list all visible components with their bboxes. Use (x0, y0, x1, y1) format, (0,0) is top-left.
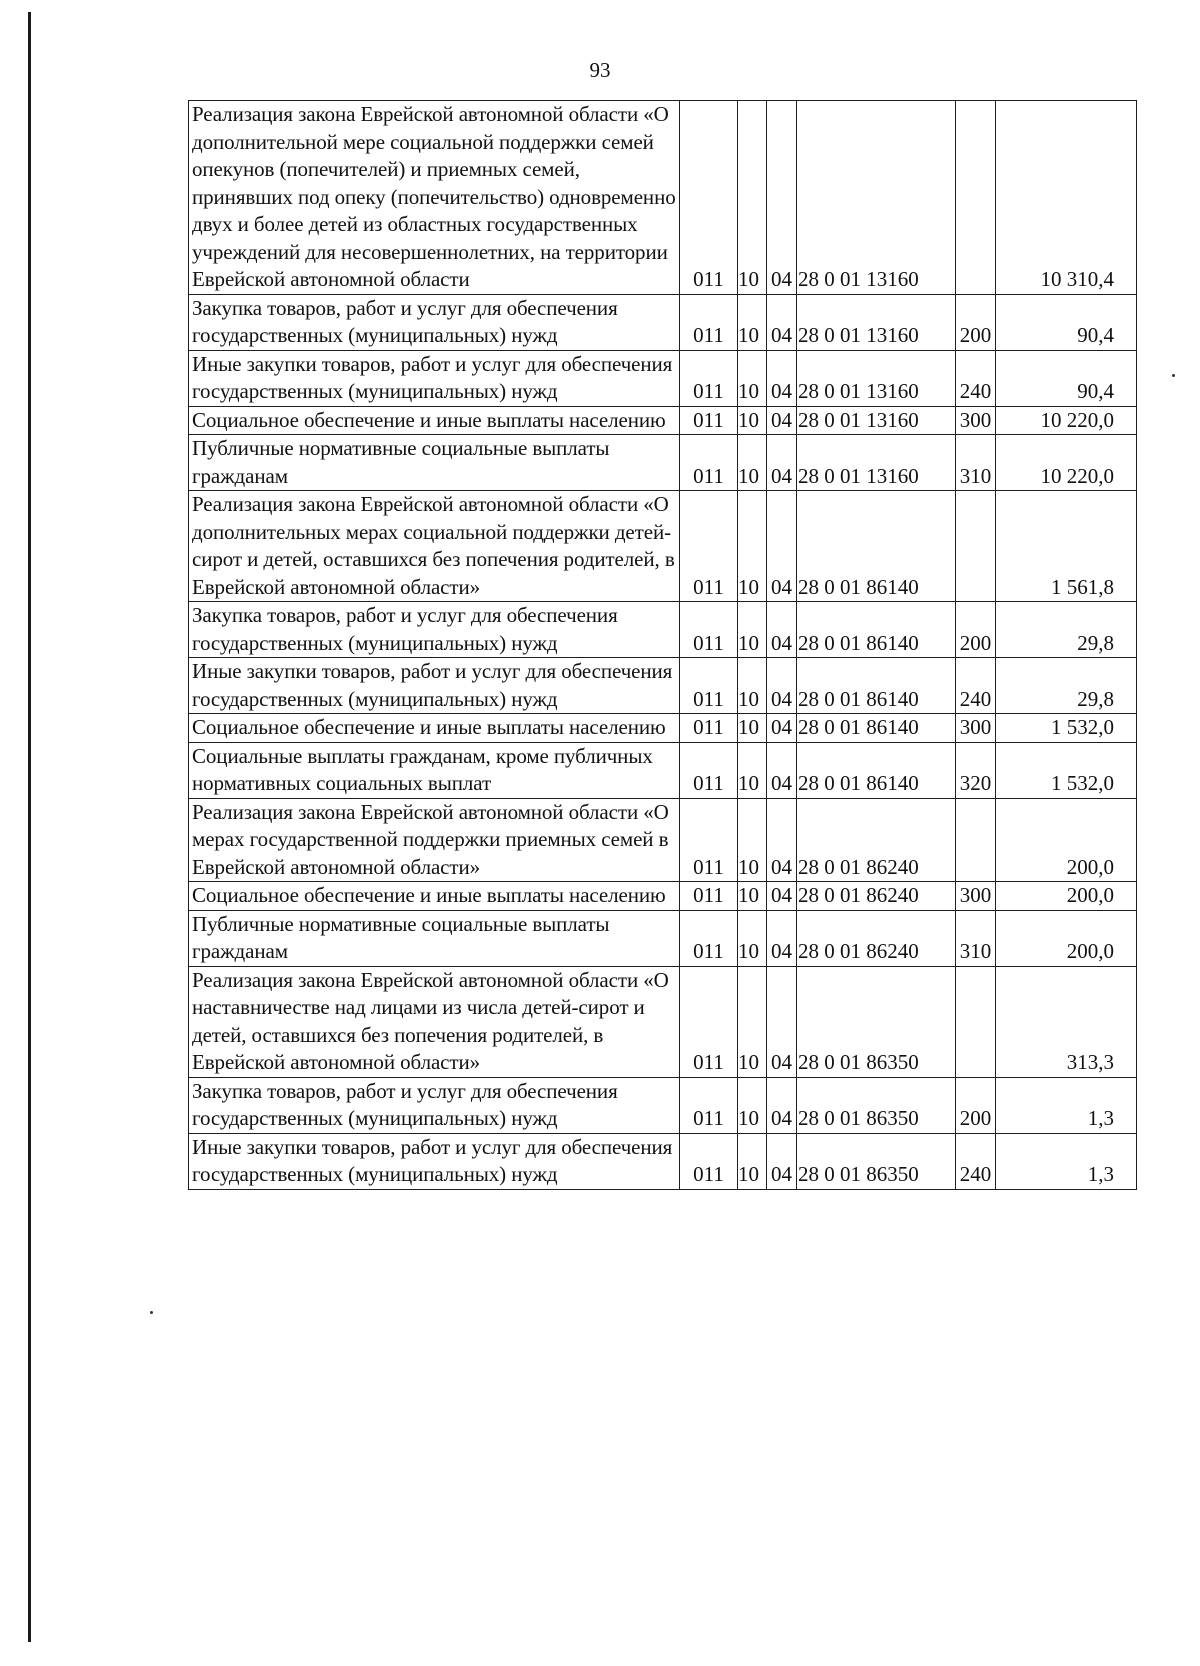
row-grbs-cell: 011 (680, 294, 738, 350)
row-subsection-cell: 04 (767, 350, 797, 406)
row-section-cell: 10 (738, 658, 767, 714)
row-section-cell: 10 (738, 966, 767, 1077)
row-target-article-cell: 28 0 01 13160 (797, 350, 956, 406)
table-row (189, 294, 1137, 350)
row-grbs-cell: 011 (680, 350, 738, 406)
row-expense-type-cell (956, 966, 996, 1077)
row-expense-type-cell: 200 (956, 1077, 996, 1133)
budget-table (188, 100, 1137, 1190)
row-name-cell: Иные закупки товаров, работ и услуг для обеспечения государственных (муниципальных) нужд (189, 658, 680, 714)
row-grbs-cell: 011 (680, 714, 738, 743)
row-target-article-cell: 28 0 01 86140 (797, 742, 956, 798)
row-subsection-cell: 04 (767, 714, 797, 743)
row-section-cell: 10 (738, 602, 767, 658)
row-section-cell: 10 (738, 882, 767, 911)
row-expense-type-cell: 300 (956, 406, 996, 435)
row-sum-cell: 1,3 (996, 1077, 1137, 1133)
row-target-article-cell: 28 0 01 86350 (797, 966, 956, 1077)
row-expense-type-cell: 310 (956, 435, 996, 491)
row-sum-cell: 200,0 (996, 798, 1137, 882)
row-subsection-cell: 04 (767, 602, 797, 658)
row-section-cell: 10 (738, 910, 767, 966)
row-subsection-cell: 04 (767, 406, 797, 435)
row-expense-type-cell: 240 (956, 350, 996, 406)
row-expense-type-cell: 200 (956, 602, 996, 658)
row-target-article-cell: 28 0 01 86350 (797, 1077, 956, 1133)
row-target-article-cell: 28 0 01 86140 (797, 602, 956, 658)
row-subsection-cell: 04 (767, 101, 797, 295)
row-sum-cell: 1 532,0 (996, 714, 1137, 743)
row-expense-type-cell: 320 (956, 742, 996, 798)
row-target-article-cell: 28 0 01 86350 (797, 1133, 956, 1189)
row-grbs-cell: 011 (680, 435, 738, 491)
table-row (189, 350, 1137, 406)
row-target-article-cell: 28 0 01 13160 (797, 406, 956, 435)
table-row (189, 602, 1137, 658)
row-grbs-cell: 011 (680, 798, 738, 882)
scan-speck (150, 1311, 153, 1314)
row-section-cell: 10 (738, 798, 767, 882)
row-name-cell: Реализация закона Еврейской автономной области «О дополнительных мерах социальной поддержки детей-сирот и детей, оставшихся без попечения родителей, в Еврейской автономной области» (189, 491, 680, 602)
table-row (189, 658, 1137, 714)
row-sum-cell: 29,8 (996, 658, 1137, 714)
row-name-cell: Закупка товаров, работ и услуг для обеспечения государственных (муниципальных) нужд (189, 1077, 680, 1133)
row-sum-cell: 1 561,8 (996, 491, 1137, 602)
row-subsection-cell: 04 (767, 1133, 797, 1189)
table-row (189, 714, 1137, 743)
row-grbs-cell: 011 (680, 742, 738, 798)
table-row (189, 910, 1137, 966)
row-name-cell: Закупка товаров, работ и услуг для обеспечения государственных (муниципальных) нужд (189, 294, 680, 350)
row-sum-cell: 29,8 (996, 602, 1137, 658)
row-target-article-cell: 28 0 01 86140 (797, 491, 956, 602)
row-sum-cell: 200,0 (996, 882, 1137, 911)
row-subsection-cell: 04 (767, 294, 797, 350)
row-subsection-cell: 04 (767, 966, 797, 1077)
row-subsection-cell: 04 (767, 658, 797, 714)
row-section-cell: 10 (738, 714, 767, 743)
row-expense-type-cell: 240 (956, 658, 996, 714)
row-name-cell: Социальное обеспечение и иные выплаты населению (189, 882, 680, 911)
row-subsection-cell: 04 (767, 435, 797, 491)
page-number: 93 (589, 58, 611, 82)
row-grbs-cell: 011 (680, 406, 738, 435)
row-expense-type-cell: 300 (956, 882, 996, 911)
row-sum-cell: 10 310,4 (996, 101, 1137, 295)
row-sum-cell: 90,4 (996, 350, 1137, 406)
row-section-cell: 10 (738, 491, 767, 602)
row-name-cell: Реализация закона Еврейской автономной области «О мерах государственной поддержки приемных семей в Еврейской автономной области» (189, 798, 680, 882)
table-row (189, 1133, 1137, 1189)
row-grbs-cell: 011 (680, 966, 738, 1077)
row-section-cell: 10 (738, 1133, 767, 1189)
row-name-cell: Социальное обеспечение и иные выплаты населению (189, 406, 680, 435)
row-subsection-cell: 04 (767, 1077, 797, 1133)
row-subsection-cell: 04 (767, 798, 797, 882)
table-row (189, 435, 1137, 491)
row-name-cell: Реализация закона Еврейской автономной области «О наставничестве над лицами из числа детей-сирот и детей, оставшихся без попечения родителей, в Еврейской автономной области» (189, 966, 680, 1077)
row-sum-cell: 90,4 (996, 294, 1137, 350)
table-row (189, 1077, 1137, 1133)
row-section-cell: 10 (738, 101, 767, 295)
row-name-cell: Реализация закона Еврейской автономной области «О дополнительной мере социальной поддержки семей опекунов (попечителей) и приемных семей, принявших под опеку (попечительство) одновременно двух и более детей из областных государственных учреждений для несовершеннолетних, на территории Еврейской автономной области (189, 101, 680, 295)
scan-speck (1172, 374, 1175, 377)
row-grbs-cell: 011 (680, 602, 738, 658)
scan-margin-line (28, 12, 31, 1642)
row-name-cell: Социальные выплаты гражданам, кроме публичных нормативных социальных выплат (189, 742, 680, 798)
row-target-article-cell: 28 0 01 86240 (797, 910, 956, 966)
table-row (189, 966, 1137, 1077)
table-row (189, 101, 1137, 295)
row-name-cell: Иные закупки товаров, работ и услуг для обеспечения государственных (муниципальных) нужд (189, 350, 680, 406)
row-grbs-cell: 011 (680, 491, 738, 602)
row-section-cell: 10 (738, 742, 767, 798)
row-target-article-cell: 28 0 01 86240 (797, 882, 956, 911)
row-name-cell: Иные закупки товаров, работ и услуг для обеспечения государственных (муниципальных) нужд (189, 1133, 680, 1189)
row-expense-type-cell (956, 798, 996, 882)
row-subsection-cell: 04 (767, 882, 797, 911)
row-sum-cell: 1 532,0 (996, 742, 1137, 798)
row-target-article-cell: 28 0 01 13160 (797, 435, 956, 491)
row-expense-type-cell: 310 (956, 910, 996, 966)
row-grbs-cell: 011 (680, 910, 738, 966)
row-name-cell: Публичные нормативные социальные выплаты гражданам (189, 910, 680, 966)
table-row (189, 798, 1137, 882)
row-expense-type-cell (956, 491, 996, 602)
row-sum-cell: 313,3 (996, 966, 1137, 1077)
table-row (189, 491, 1137, 602)
table-row (189, 882, 1137, 911)
row-target-article-cell: 28 0 01 86140 (797, 658, 956, 714)
row-name-cell: Социальное обеспечение и иные выплаты населению (189, 714, 680, 743)
row-target-article-cell: 28 0 01 13160 (797, 294, 956, 350)
row-grbs-cell: 011 (680, 882, 738, 911)
row-target-article-cell: 28 0 01 86240 (797, 798, 956, 882)
row-subsection-cell: 04 (767, 491, 797, 602)
row-sum-cell: 200,0 (996, 910, 1137, 966)
row-expense-type-cell (956, 101, 996, 295)
table-row (189, 742, 1137, 798)
row-sum-cell: 10 220,0 (996, 406, 1137, 435)
row-sum-cell: 10 220,0 (996, 435, 1137, 491)
row-grbs-cell: 011 (680, 1077, 738, 1133)
row-section-cell: 10 (738, 435, 767, 491)
row-grbs-cell: 011 (680, 658, 738, 714)
row-section-cell: 10 (738, 294, 767, 350)
row-expense-type-cell: 240 (956, 1133, 996, 1189)
row-grbs-cell: 011 (680, 1133, 738, 1189)
row-section-cell: 10 (738, 350, 767, 406)
row-section-cell: 10 (738, 406, 767, 435)
row-target-article-cell: 28 0 01 86140 (797, 714, 956, 743)
table-row (189, 406, 1137, 435)
row-section-cell: 10 (738, 1077, 767, 1133)
row-name-cell: Публичные нормативные социальные выплаты гражданам (189, 435, 680, 491)
row-target-article-cell: 28 0 01 13160 (797, 101, 956, 295)
row-grbs-cell: 011 (680, 101, 738, 295)
row-name-cell: Закупка товаров, работ и услуг для обеспечения государственных (муниципальных) нужд (189, 602, 680, 658)
row-subsection-cell: 04 (767, 910, 797, 966)
row-expense-type-cell: 300 (956, 714, 996, 743)
row-sum-cell: 1,3 (996, 1133, 1137, 1189)
row-subsection-cell: 04 (767, 742, 797, 798)
row-expense-type-cell: 200 (956, 294, 996, 350)
